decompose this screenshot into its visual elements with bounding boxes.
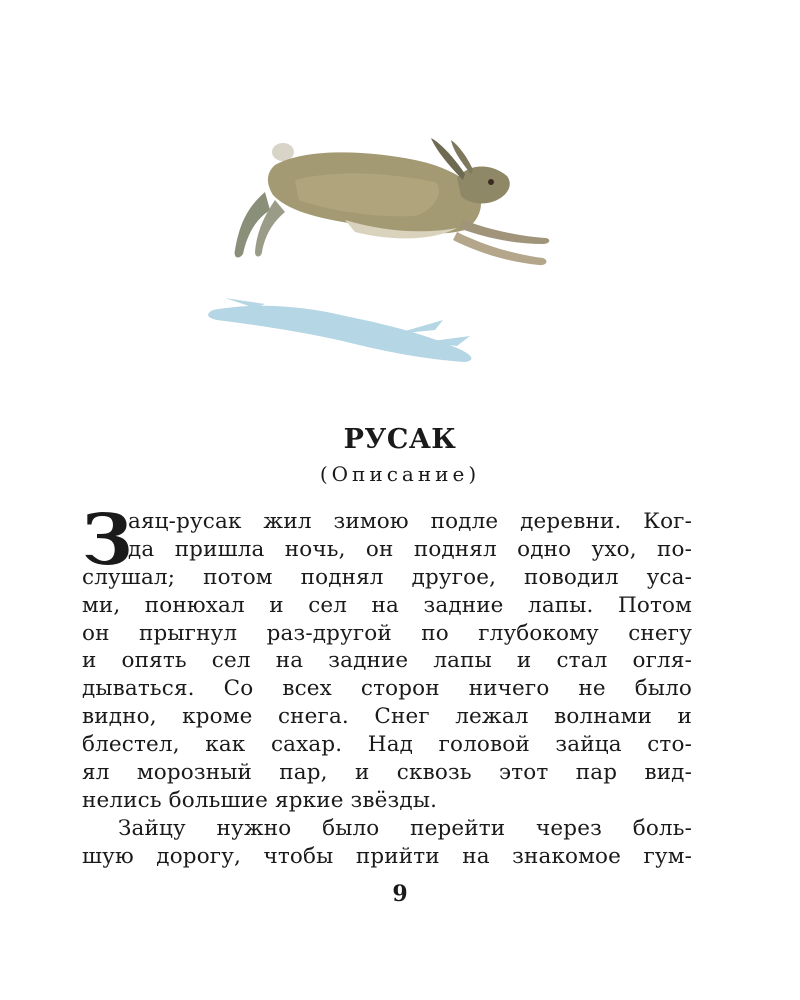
text-line: и опять сел на задние лапы и стал огля- [82, 648, 692, 674]
text-line: да пришла ночь, он поднял одно ухо, по- [128, 536, 692, 562]
snow-shadow [208, 298, 471, 362]
text-line: видно, кроме снега. Снег лежал волнами и [82, 704, 692, 730]
drop-cap: З [82, 498, 133, 581]
running-hare-illustration [195, 120, 565, 380]
story-title: РУСАК [343, 424, 457, 455]
text-line: дываться. Со всех сторон ничего не было [82, 676, 692, 702]
text-line: шую дорогу, чтобы прийти на знакомое гум- [82, 843, 692, 869]
text-line: ми, понюхал и сел на задние лапы. Потом [82, 592, 692, 618]
text-line: аяц-русак жил зимою подле деревни. Ког- [128, 509, 692, 534]
hare [235, 138, 550, 265]
text-line: блестел, как сахар. Над головой зайца сто- [82, 732, 692, 758]
text-line: слушал; потом поднял другое, поводил уса- [82, 564, 692, 590]
text-line: он прыгнул раз-другой по глубокому снегу [82, 620, 692, 646]
text-line: ял морозный пар, и сквозь этот пар вид- [82, 760, 692, 786]
text-line: Зайцу нужно было перейти через боль- [118, 815, 692, 841]
story-subtitle: (Описание) [319, 462, 481, 486]
story-body [82, 498, 692, 871]
text-line: нелись большие яркие звёзды. [82, 787, 438, 813]
page-number: 9 [392, 881, 408, 907]
